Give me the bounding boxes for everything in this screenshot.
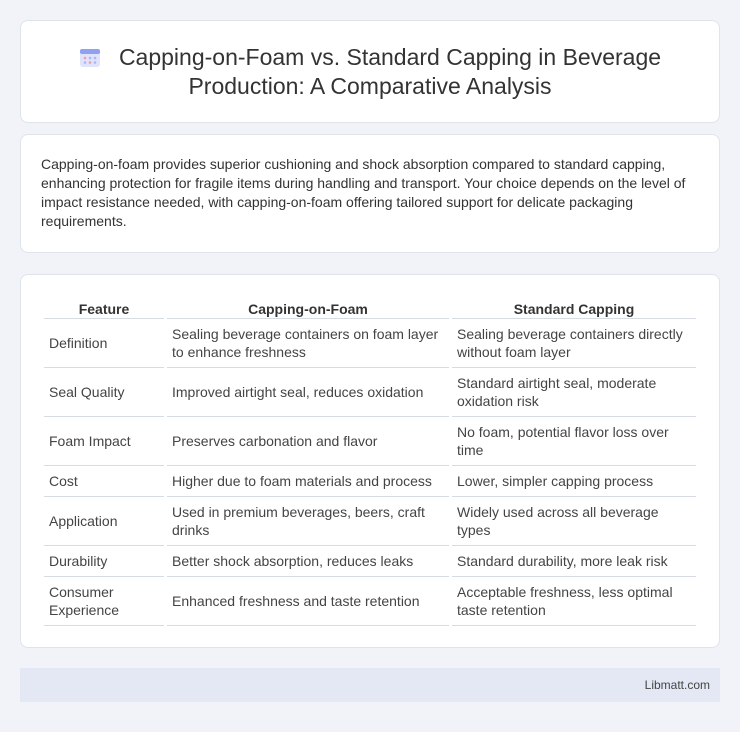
table-row bbox=[44, 417, 696, 466]
feature-cell: Cost bbox=[44, 466, 164, 497]
title-card bbox=[20, 20, 720, 123]
page-title bbox=[21, 43, 719, 101]
table-row bbox=[44, 466, 696, 497]
foam-cell: Enhanced freshness and taste retention bbox=[167, 577, 449, 626]
table-header-row bbox=[44, 295, 696, 319]
standard-cell: No foam, potential flavor loss over time bbox=[452, 417, 696, 466]
foam-cell: Improved airtight seal, reduces oxidation bbox=[167, 368, 449, 417]
footer-site-link[interactable]: Libmatt.com bbox=[644, 678, 710, 692]
standard-cell: Widely used across all beverage types bbox=[452, 497, 696, 546]
standard-cell: Lower, simpler capping process bbox=[452, 466, 696, 497]
title-wrap bbox=[21, 43, 719, 101]
header-standard-capping: Standard Capping bbox=[452, 295, 696, 319]
foam-cell: Used in premium beverages, beers, craft drinks bbox=[167, 497, 449, 546]
feature-cell: Definition bbox=[44, 319, 164, 368]
feature-cell: Consumer Experience bbox=[44, 577, 164, 626]
foam-cell: Better shock absorption, reduces leaks bbox=[167, 546, 449, 577]
standard-cell: Sealing beverage containers directly without foam layer bbox=[452, 319, 696, 368]
feature-cell: Application bbox=[44, 497, 164, 546]
table-row bbox=[44, 319, 696, 368]
calendar-icon bbox=[79, 46, 101, 68]
summary-text: Capping-on-foam provides superior cushioning and shock absorption compared to standard capping, enhancing protection for fragile items during handling and transport. Your choice depends on the level of impact resistance needed, with capping-on-foam offering tailored support for delicate packaging requirements. bbox=[41, 156, 686, 229]
foam-cell: Preserves carbonation and flavor bbox=[167, 417, 449, 466]
feature-cell: Foam Impact bbox=[44, 417, 164, 466]
comparison-table bbox=[41, 295, 699, 626]
table-row bbox=[44, 546, 696, 577]
header-feature: Feature bbox=[44, 295, 164, 319]
standard-cell: Standard airtight seal, moderate oxidation risk bbox=[452, 368, 696, 417]
standard-cell: Standard durability, more leak risk bbox=[452, 546, 696, 577]
header-capping-on-foam: Capping-on-Foam bbox=[167, 295, 449, 319]
feature-cell: Durability bbox=[44, 546, 164, 577]
table-row bbox=[44, 577, 696, 626]
table-row bbox=[44, 368, 696, 417]
foam-cell: Higher due to foam materials and process bbox=[167, 466, 449, 497]
page-title-text: Capping-on-Foam vs. Standard Capping in Beverage Production: A Comparative Analysis bbox=[118, 44, 662, 99]
standard-cell: Acceptable freshness, less optimal taste retention bbox=[452, 577, 696, 626]
feature-cell: Seal Quality bbox=[44, 368, 164, 417]
footer bbox=[20, 668, 720, 702]
table-row bbox=[44, 497, 696, 546]
summary-card bbox=[20, 134, 720, 253]
comparison-card bbox=[20, 274, 720, 648]
foam-cell: Sealing beverage containers on foam layer to enhance freshness bbox=[167, 319, 449, 368]
